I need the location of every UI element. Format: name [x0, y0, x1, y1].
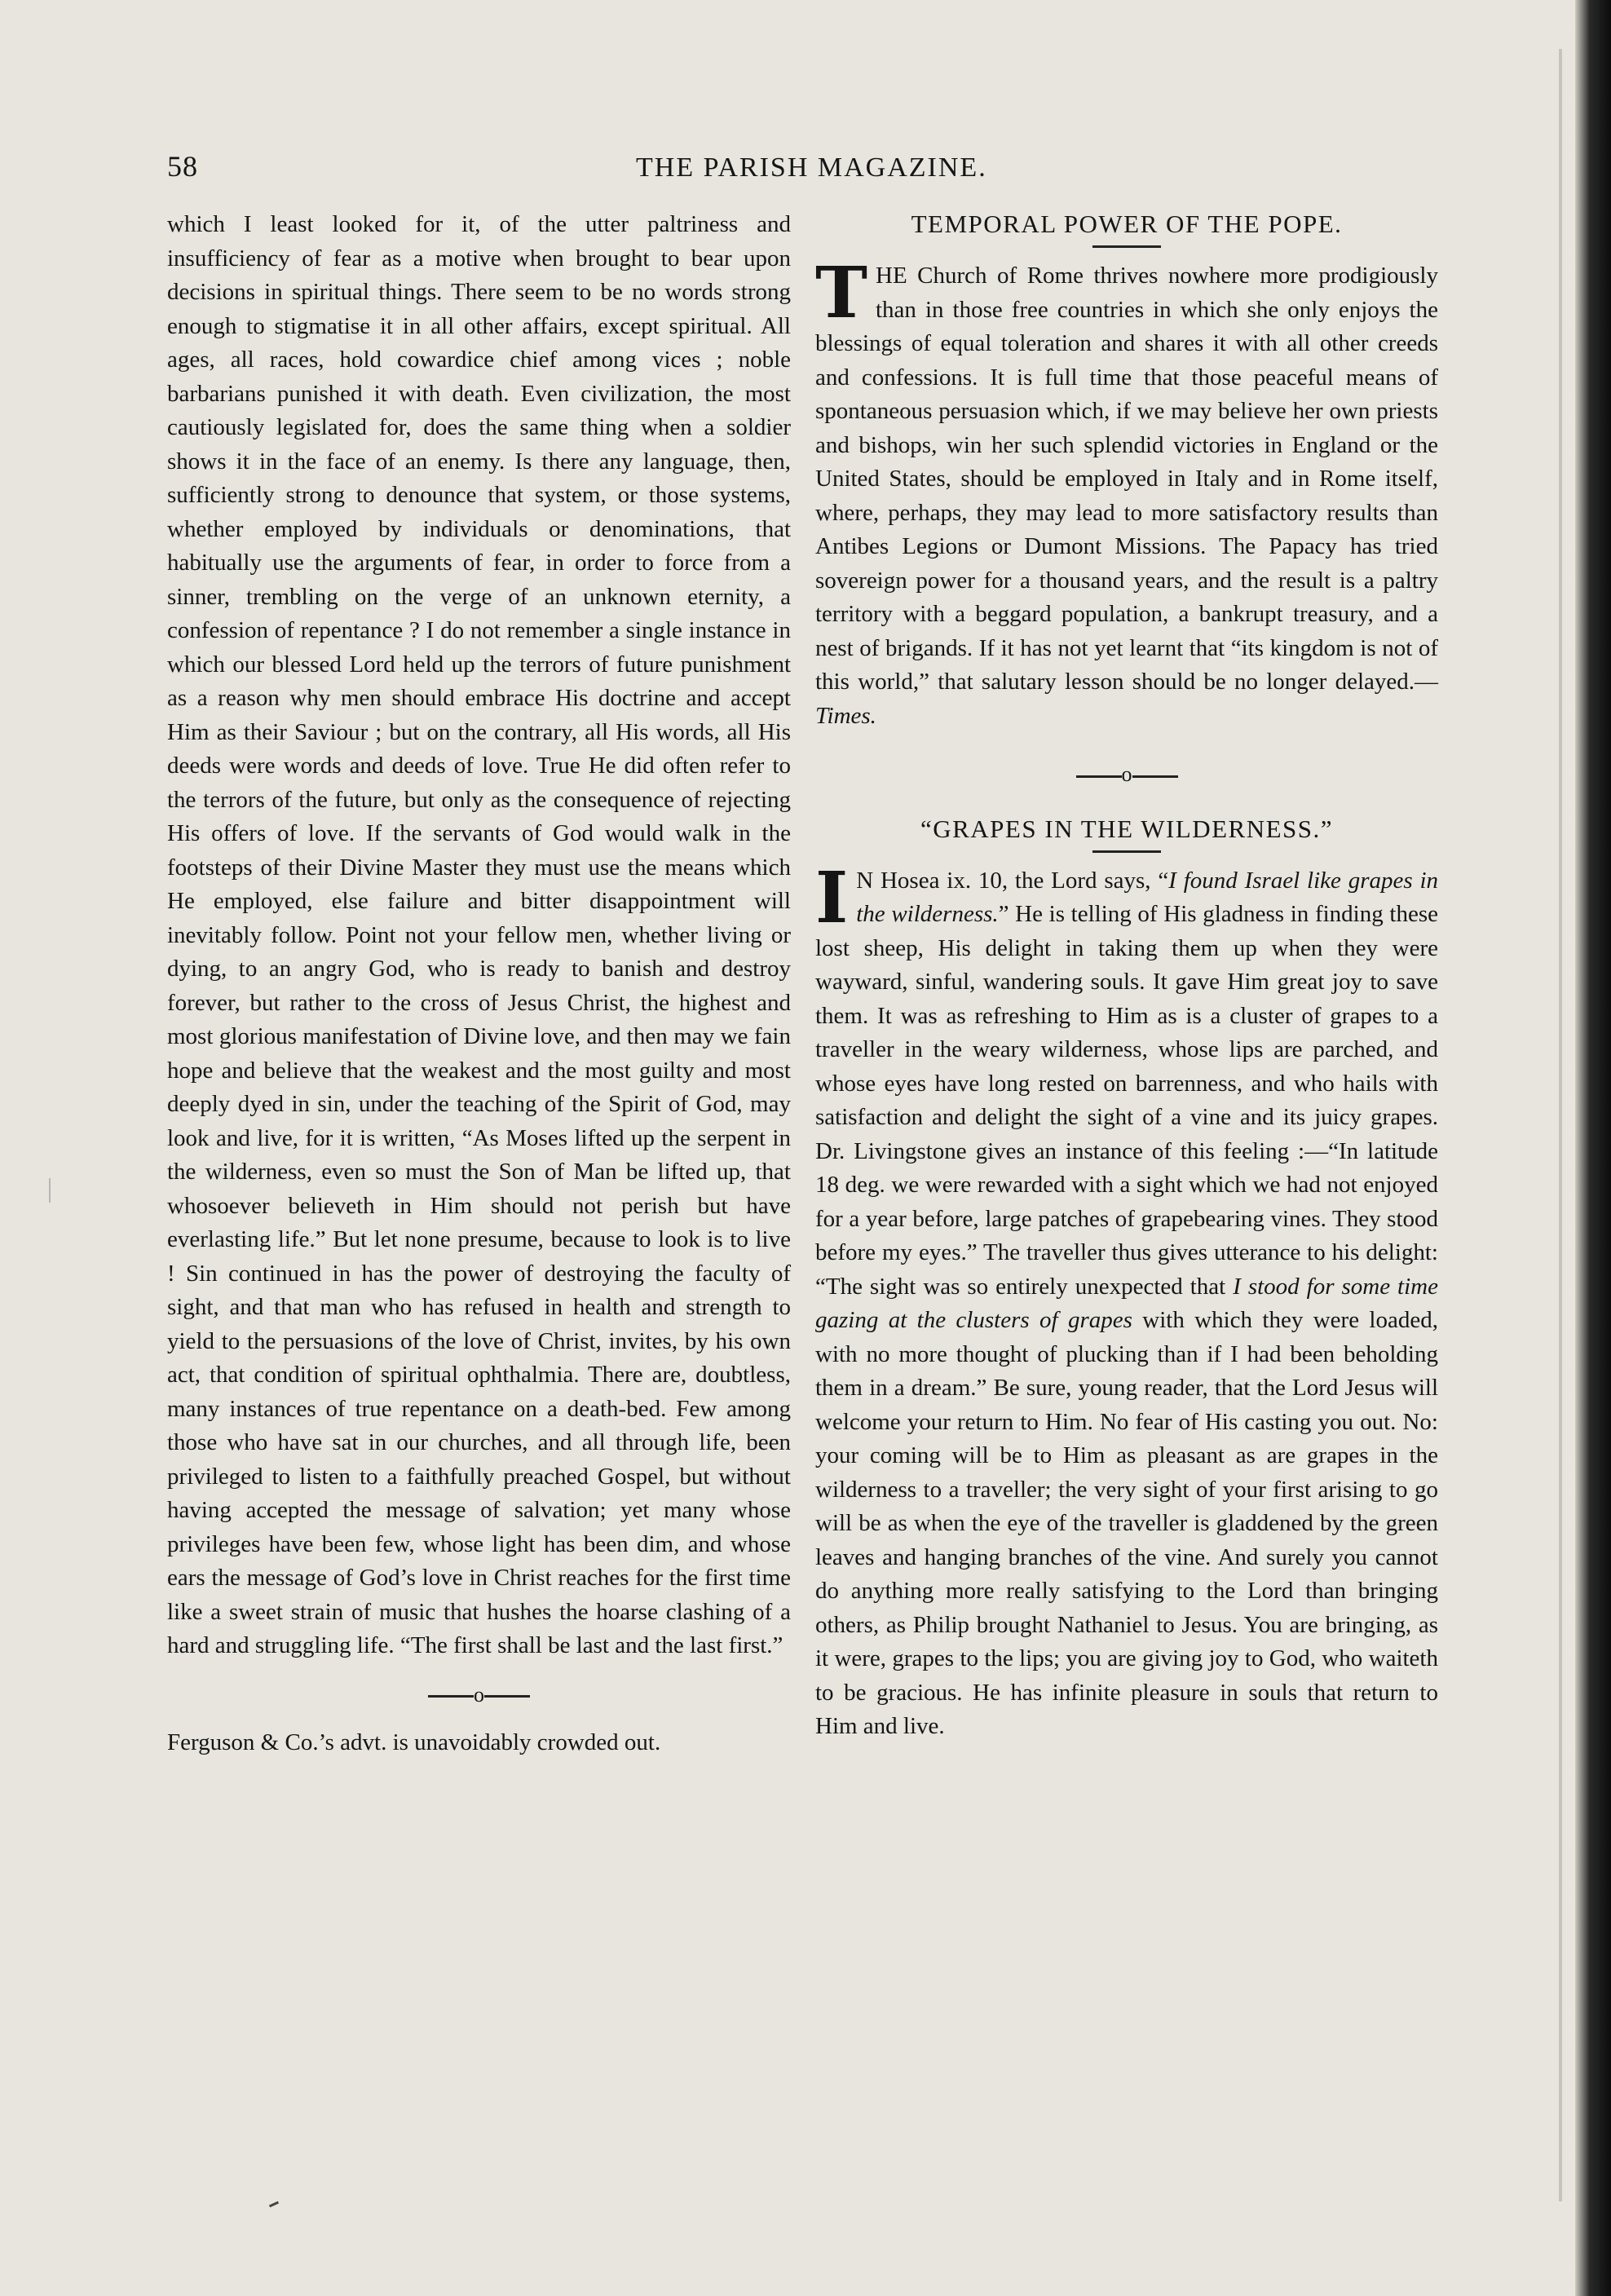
scripture-quote: I found Israel like grapes in the wilderness. [856, 867, 1438, 927]
advertisement-note: Ferguson & Co.’s advt. is unavoidably crowded out. [167, 1729, 661, 1755]
title-rule [1092, 850, 1161, 853]
right-column [815, 208, 1438, 1744]
scan-mark [49, 1178, 68, 1203]
source-attribution: Times. [815, 702, 876, 729]
drop-cap-t: T [815, 252, 867, 334]
running-title: THE PARISH MAGAZINE. [636, 152, 987, 183]
drop-cap-i: I [815, 856, 849, 939]
section-separator: o [815, 757, 1438, 792]
scan-mark [269, 2201, 279, 2208]
article-title-temporal-power: TEMPORAL POWER OF THE POPE. [911, 210, 1343, 238]
article-body-grapes: I N Hosea ix. 10, the Lord says, “I found Israel like grapes in the wilderness.” He is telling of His gladness in finding these lost sheep, His delight in taking them up when they were wayward, sinful, wandering souls. It gave Him great joy to save them. It was as refreshing to Him as is a cluster of grapes to a traveller in the weary wilderness, whose lips are parched, and whose eyes have long rested on barrenness, and who hails with satisfaction and delight the sight of a vine and its juicy grapes. Dr. Livingstone gives an instance of this feeling :—“In latitude 18 deg. we were rewarded with a sight which we had not enjoyed for a year before, large patches of grapebearing vines. They stood before my eyes.” The traveller thus gives utterance to his delight: “The sight was so entirely unexpected that I stood for some time gazing at the clusters of grapes with which they were loaded, with no more thought of plucking than if I had been beholding them in a dream.” Be sure, young reader, that the Lord Jesus will welcome your return to Him. No fear of His casting you out. No: your coming will be to Him as pleasant as are grapes in the wilderness to a traveller; the very sight of your first arising to go will be as when the eye of the traveller is gladdened by the green leaves and hanging branches of the vine. And surely you cannot do anything more really satisfying to the Lord than bringing others, as Philip brought Nathaniel to Jesus. You are bringing, as it were, grapes to the lips; you are giving joy to God, who waiteth to be gracious. He has infinite pleasure in souls that return to Him and live. [815, 856, 1438, 1739]
left-column-body: which I least looked for it, of the utter paltriness and insufficiency of fear as a motive when brought to bear upon decisions in spiritual things. There seem to be no words strong enough to stigmatise it in all other affairs, except spiritual. All ages, all races, hold cowardice chief among vices ; noble barbarians punished it with death. Even civilization, the most cautiously legislated for, does the same thing when a soldier shows it in the face of an enemy. Is there any language, then, sufficiently strong to denounce that system, or those systems, whether employed by individuals or denominations, that habitually use the arguments of fear, in order to force from a sinner, trembling on the verge of an unknown eternity, a confession of repentance ? I do not remember a single instance in which our blessed Lord held up the terrors of future punishment as a reason why men should embrace His doctrine and accept Him as their Saviour ; but on the contrary, all His words, all His deeds were words and deeds of love. True He did often refer to the terrors of the future, but only as the consequence of rejecting His offers of love. If the servants of God would walk in the footsteps of their Divine Master they must use the means which He employed, else failure and bitter disappointment will inevitably follow. Point not your fellow men, whether living or dying, to an angry God, who is ready to banish and destroy forever, but rather to the cross of Jesus Christ, the highest and most glorious manifestation of Divine love, and then may we fain hope and believe that the weakest and the most guilty and most deeply dyed in sin, under the teaching of the Spirit of God, may look and live, for it is written, “As Moses lifted up the serpent in the wilderness, even so must the Son of Man be lifted up, that whosoever believeth in Him should not perish but have everlasting life.” But let none presume, because to look is to live ! Sin continued in has the power of destroying the faculty of sight, and that man who has refused in health and strength to yield to the persuasions of the love of Christ, invites, by his own act, that condition of spiritual ophthalmia. There are, doubtless, many instances of true repentance on a death-bed. Few among those who have sat in our churches, and all through life, been privileged to listen to a faithfully preached Gospel, but without having accepted the message of salvation; yet many whose privileges have been few, whose light has been dim, and whose ears the message of God’s love in Christ reaches for the first time like a sweet strain of music that hushes the hoarse clashing of a hard and struggling life. “The first shall be last and the last first.” [167, 211, 791, 1658]
title-rule [1092, 245, 1161, 248]
left-column [167, 208, 791, 1760]
page-header [167, 149, 1455, 190]
section-separator: o [167, 1678, 791, 1712]
article-title-grapes: “GRAPES IN THE WILDERNESS.” [920, 814, 1334, 843]
page-edge-shadow [1559, 49, 1562, 2201]
binding-edge [1575, 0, 1611, 2296]
article-body-temporal-power: THE Church of Rome thrives nowhere more prodigiously than in those free countries in which she only enjoys the blessings of equal toleration and shares it with all other creeds and confessions. It is full time that those peaceful means of spontaneous persuasion which, if we may believe her own priests and bishops, win her such splendid victories in England or the United States, should be employed in Italy and in Rome itself, where, perhaps, they may lead to more satisfactory results than Antibes Legions or Dumont Missions. The Papacy has tried sovereign power for a thousand years, and the result is a paltry territory with a beggard population, a bankrupt treasury, and a nest of brigands. If it has not yet learnt that “its kingdom is not of this world,” that salutary lesson should be no longer delayed.—Times. [815, 252, 1438, 729]
livingstone-quote: I stood for some time gazing at the clusters of grapes [815, 1273, 1438, 1333]
page-number: 58 [167, 150, 198, 183]
